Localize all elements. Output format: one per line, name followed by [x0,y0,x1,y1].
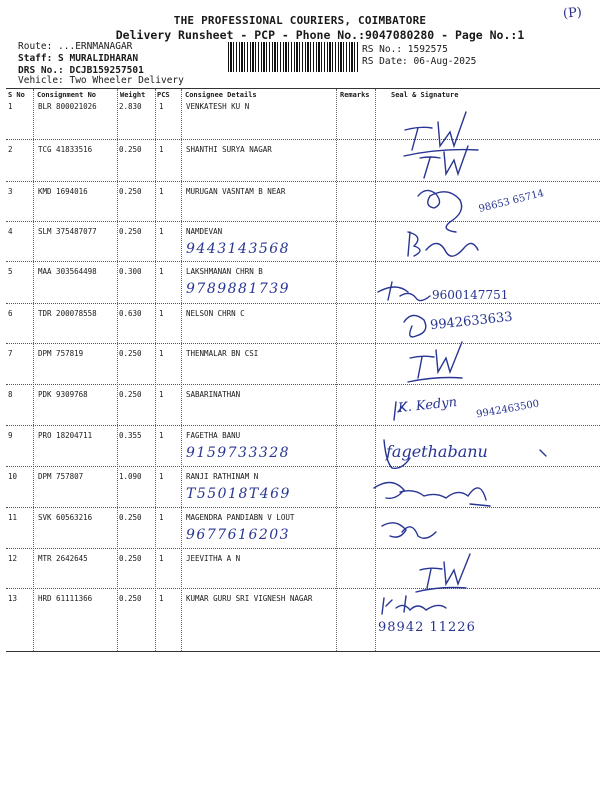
row-sno: 8 [8,390,13,399]
row-weight: 0.250 [119,349,142,358]
row-divider [6,261,600,262]
row-consignment-no: DPM 757819 [38,349,84,358]
row-consignment-no: DPM 757807 [38,472,84,481]
row-pcs: 1 [159,472,164,481]
row-pcs: 1 [159,309,164,318]
row-consignee-name: SABARINATHAN [186,390,241,399]
row-consignee-name: KUMAR GURU SRI VIGNESH NAGAR [186,594,313,603]
rs-date: RS Date: 06-Aug-2025 [362,56,477,67]
row-consignee-name: MURUGAN VASNTAM B NEAR [186,187,286,196]
signature-note-row8: 9942463500 [475,398,541,421]
table-row [6,470,600,505]
row-consignment-no: TDR 200078558 [38,309,97,318]
row-divider [6,303,600,304]
row-consignee-name: THENMALAR BN CSI [186,349,259,358]
rs-number: RS No.: 1592575 [362,44,448,55]
row-handwritten-phone: 9159733328 [186,445,291,461]
row-consignment-no: MAA 303564498 [38,267,97,276]
row-sno: 10 [8,472,18,481]
runsheet-table [6,88,600,652]
signature-note-row6: 9942633633 [429,309,514,334]
table-row [6,100,600,137]
row-sno: 2 [8,145,13,154]
table-row [6,143,600,179]
row-divider [6,466,600,467]
table-row [6,265,600,301]
row-pcs: 1 [159,349,164,358]
row-consignee-name: JEEVITHA A N [186,554,241,563]
row-sno: 12 [8,554,18,563]
staff-label: Staff: S MURALIDHARAN [18,53,139,64]
corner-handwritten-note: (P) [562,5,583,22]
row-pcs: 1 [159,513,164,522]
col-header-weight: Weight [120,91,146,99]
row-divider [6,139,600,140]
row-sno: 7 [8,349,13,358]
vehicle-label: Vehicle: Two Wheeler Delivery [18,75,184,86]
col-header-pcs: PCS [157,91,170,99]
row-consignment-no: BLR 800021026 [38,102,97,111]
row-pcs: 1 [159,594,164,603]
table-row [6,225,600,259]
row-consignee-name: LAKSHMANAN CHRN B [186,267,263,276]
row-weight: 0.250 [119,513,142,522]
col-header-consignment: Consignment No [37,91,97,99]
row-pcs: 1 [159,554,164,563]
row-weight: 0.300 [119,267,142,276]
row-weight: 0.250 [119,594,142,603]
row-weight: 0.355 [119,431,142,440]
row-divider [6,181,600,182]
signature-note-row13: 98942 11226 [378,620,476,635]
barcode [228,42,360,72]
row-consignee-name: VENKATESH KU N [186,102,250,111]
row-weight: 0.250 [119,227,142,236]
row-consignment-no: SLM 375487077 [38,227,97,236]
row-consignment-no: TCG 41833516 [38,145,93,154]
col-header-seal-signature: Seal & Signature [391,91,459,99]
row-weight: 1.090 [119,472,142,481]
row-sno: 1 [8,102,13,111]
row-divider [6,221,600,222]
row-divider [6,425,600,426]
signature-text-row8: K. Kedyn [397,394,458,417]
row-consignee-name: NAMDEVAN [186,227,223,236]
row-weight: 0.250 [119,145,142,154]
col-header-sno: S No [8,91,25,99]
row-weight: 0.630 [119,309,142,318]
row-sno: 13 [8,594,18,603]
row-weight: 2.830 [119,102,142,111]
row-consignment-no: MTR 2642645 [38,554,88,563]
company-name: THE PROFESSIONAL COURIERS, COIMBATORE [173,14,427,27]
table-row [6,511,600,546]
row-consignee-name: NELSON CHRN C [186,309,245,318]
runsheet-title: Delivery Runsheet - PCP - Phone No.:9047080280 - Page No.:1 [115,28,525,42]
row-divider [6,548,600,549]
row-divider [6,588,600,589]
row-pcs: 1 [159,390,164,399]
row-consignment-no: PRO 18204711 [38,431,93,440]
table-row [6,592,600,645]
col-header-consignee: Consignee Details [185,91,257,99]
row-weight: 0.250 [119,390,142,399]
row-sno: 11 [8,513,18,522]
row-consignment-no: PDK 9309768 [38,390,88,399]
row-pcs: 1 [159,145,164,154]
row-pcs: 1 [159,102,164,111]
table-row [6,552,600,586]
table-row [6,429,600,464]
drs-number: DRS No.: DCJB159257501 [18,65,144,76]
row-consignee-name: FAGETHA BANU [186,431,241,440]
row-consignee-name: MAGENDRA PANDIABN V LOUT [186,513,295,522]
signature-text-row9: fagethabanu [386,442,488,461]
table-row [6,347,600,382]
row-divider [6,384,600,385]
row-handwritten-phone: 9443143568 [186,241,291,257]
row-sno: 3 [8,187,13,196]
row-pcs: 1 [159,227,164,236]
row-sno: 9 [8,431,13,440]
row-sno: 6 [8,309,13,318]
row-consignment-no: HRD 61111366 [38,594,93,603]
row-divider [6,343,600,344]
signature-note-row3: 98653 65714 [477,188,546,215]
row-consignee-name: RANJI RATHINAM N [186,472,259,481]
row-pcs: 1 [159,431,164,440]
row-handwritten-phone: 9789881739 [186,281,291,297]
row-handwritten-phone: 9677616203 [186,527,291,543]
row-consignee-name: SHANTHI SURYA NAGAR [186,145,272,154]
row-weight: 0.250 [119,187,142,196]
row-sno: 4 [8,227,13,236]
route-label: Route: ...ERNMANAGAR [18,41,133,52]
row-sno: 5 [8,267,13,276]
row-consignment-no: SVK 60563216 [38,513,93,522]
signature-note-row5: 9600147751 [432,288,509,302]
row-pcs: 1 [159,187,164,196]
row-divider [6,507,600,508]
row-consignment-no: KMD 1694016 [38,187,88,196]
row-pcs: 1 [159,267,164,276]
col-header-remarks: Remarks [340,91,370,99]
row-weight: 0.250 [119,554,142,563]
row-handwritten-phone: T55018T469 [186,486,291,502]
